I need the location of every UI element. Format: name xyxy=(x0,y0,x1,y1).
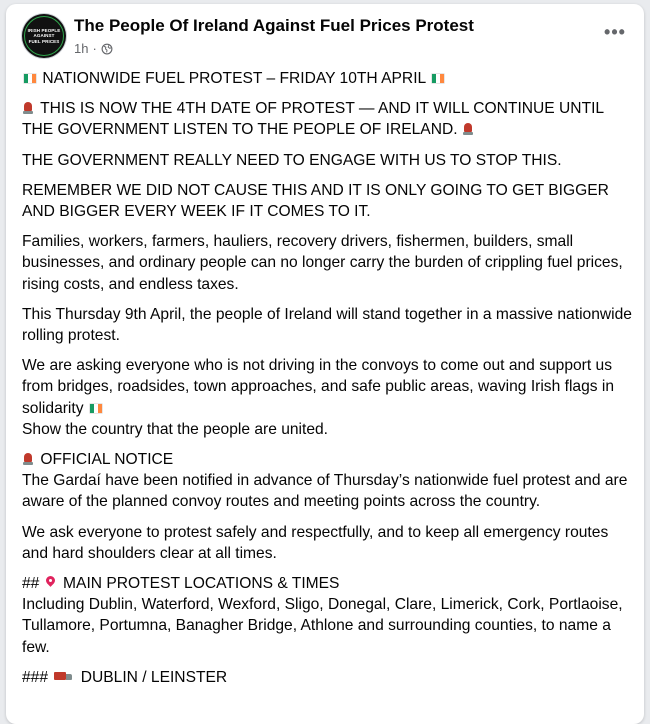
support-paragraph xyxy=(22,355,632,419)
dublin-heading-text: DUBLIN / LEINSTER xyxy=(80,668,228,686)
headline-line xyxy=(22,68,632,89)
siren-icon xyxy=(463,123,473,135)
page-name-link[interactable]: The People Of Ireland Against Fuel Prices Protest xyxy=(74,16,474,35)
location-pin-icon xyxy=(46,576,55,589)
irish-flag-icon xyxy=(24,74,36,83)
locations-heading-text: MAIN PROTEST LOCATIONS & TIMES xyxy=(63,575,340,593)
fourth-date-text: THIS IS NOW THE 4TH DATE OF PROTEST — AND IT WILL CONTINUE UNTIL THE GOVERNMENT LISTEN TO THE PEOPLE OF IRELAND. xyxy=(22,100,604,139)
irish-flag-icon xyxy=(432,74,444,83)
safety-paragraph: We ask everyone to protest safely and respectfully, and to keep all emergency routes and hard shoulders clear at all times. xyxy=(22,523,609,562)
notice-body: The Gardaí have been notified in advance of Thursday’s nationwide fuel protest and are aware of the planned convoy routes and meeting points across the country. xyxy=(22,472,628,511)
headline-text: NATIONWIDE FUEL PROTEST – FRIDAY 10TH APRIL xyxy=(42,70,426,87)
united-paragraph: Show the country that the people are united. xyxy=(22,420,329,438)
locations-body: Including Dublin, Waterford, Wexford, Sligo, Donegal, Clare, Limerick, Cork, Portlaoise, Tullamore, Portumna, Banagher Bridge, Athlone and surrounding counties, to name a few. xyxy=(22,596,623,656)
notice-heading-text: OFFICIAL NOTICE xyxy=(40,451,174,469)
page-avatar[interactable] xyxy=(22,14,66,58)
avatar-text-line-3: FUEL PRICES xyxy=(28,38,60,44)
irish-flag-icon xyxy=(90,404,102,413)
dublin-prefix: ### xyxy=(22,668,49,686)
locations-heading xyxy=(22,573,632,594)
remember-paragraph: REMEMBER WE DID NOT CAUSE THIS AND IT IS ONLY GOING TO GET BIGGER AND BIGGER EVERY WEEK IF IT COMES TO IT. xyxy=(22,181,609,221)
more-options-button[interactable]: ••• xyxy=(604,21,626,42)
government-paragraph: THE GOVERNMENT REALLY NEED TO ENGAGE WITH US TO STOP THIS. xyxy=(22,151,562,169)
meta-separator: · xyxy=(92,41,97,56)
locations-prefix: ## xyxy=(22,575,40,593)
families-paragraph: Families, workers, farmers, hauliers, recovery drivers, fishermen, builders, small businesses, and ordinary people can no longer carry the burden of crippling fuel prices, rising costs, and endless taxes. xyxy=(22,233,623,293)
siren-icon xyxy=(23,102,33,114)
avatar-text-line-1: IRISH PEOPLE xyxy=(27,28,61,34)
support-text: We are asking everyone who is not driving in the convoys to come out and support us from bridges, roadsides, town approaches, and safe public areas, waving Irish flags in solidarity xyxy=(22,357,615,417)
siren-icon xyxy=(23,453,33,465)
post-meta xyxy=(74,41,113,56)
post-header xyxy=(6,4,644,70)
dublin-heading xyxy=(22,667,632,688)
globe-icon xyxy=(101,43,113,55)
notice-heading xyxy=(22,449,632,470)
thursday-paragraph: This Thursday 9th April, the people of Ireland will stand together in a massive nationwide rolling protest. xyxy=(22,305,632,345)
facebook-post xyxy=(6,4,644,724)
fourth-date-paragraph xyxy=(22,98,632,140)
truck-icon xyxy=(54,672,72,683)
post-timestamp[interactable]: 1h xyxy=(74,41,89,56)
avatar-text-line-2: AGAINST xyxy=(33,33,55,39)
avatar-logo xyxy=(24,16,64,56)
post-body xyxy=(22,68,632,688)
